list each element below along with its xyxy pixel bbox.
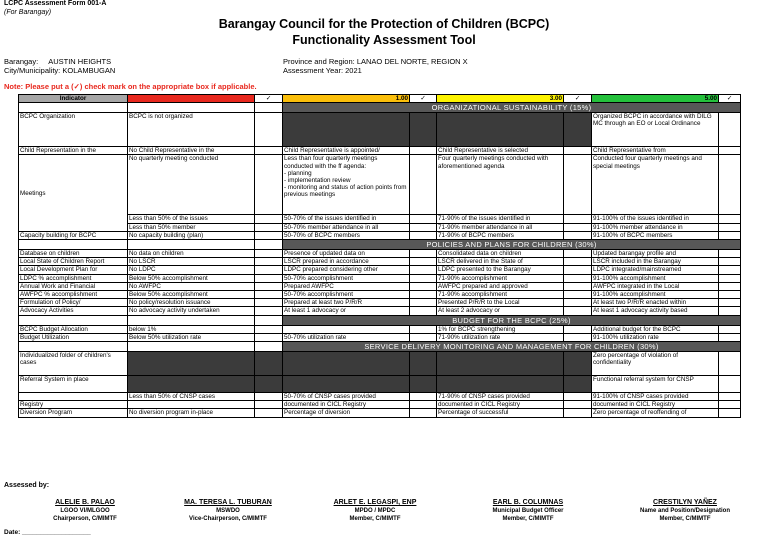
check-box[interactable] [564, 155, 592, 215]
criteria-cell: documented in CICL Registry [592, 401, 719, 409]
check-box[interactable] [719, 223, 741, 231]
check-box[interactable] [719, 266, 741, 274]
check-box[interactable] [719, 113, 741, 147]
check-box[interactable] [255, 401, 283, 409]
indicator-cell: Budget Utilization [19, 333, 128, 341]
header-row [19, 95, 741, 103]
criteria-cell: LDPC prepared considering other [283, 266, 410, 274]
year-label: Assessment Year: [283, 66, 344, 75]
check-box[interactable] [564, 250, 592, 258]
criteria-cell: 91-100% member attendance in [592, 223, 719, 231]
signatory-name: ARLET E. LEGASPI, ENP [333, 499, 417, 506]
check-box[interactable] [255, 250, 283, 258]
check-box[interactable] [719, 307, 741, 315]
criteria-cell: 71-90% of the issues identified in [437, 215, 564, 223]
check-box[interactable] [719, 333, 741, 341]
check-box[interactable] [410, 291, 437, 299]
criteria-cell: Zero percentage of violation of confidentiality [592, 352, 719, 376]
level-3-header: 3.00 [437, 95, 564, 103]
policies-rows [19, 250, 741, 316]
criteria-cell: Percentage of diversion [283, 409, 410, 417]
page-subtitle: Functionality Assessment Tool [292, 33, 476, 47]
indicator-cell: Child Representation in the [19, 147, 128, 155]
table-row [19, 274, 741, 282]
table-row [19, 409, 741, 417]
check-box[interactable] [410, 266, 437, 274]
criteria-cell: 91-100% of CNSP cases provided [592, 393, 719, 401]
section-row [19, 342, 741, 352]
criteria-cell: documented in CICL Registry [437, 401, 564, 409]
check-box[interactable] [564, 258, 592, 266]
indicator-cell: Capacity building for BCPC [19, 231, 128, 239]
barangay-label: Barangay: [4, 57, 39, 66]
criteria-cell: 91-100% of BCPC members [592, 231, 719, 239]
check-box[interactable] [410, 231, 437, 239]
criteria-cell: 91-100% utilization rate [592, 333, 719, 341]
criteria-cell: Less than 50% member [128, 223, 255, 231]
check-box[interactable] [255, 215, 283, 223]
criteria-cell: 71-90% utilization rate [437, 333, 564, 341]
criteria-cell: 71-90% of CNSP cases provided [437, 393, 564, 401]
check-box[interactable] [410, 299, 437, 307]
assessment-table [18, 94, 741, 418]
signatory-block [158, 499, 298, 523]
barangay-line [4, 57, 111, 66]
form-code: LCPC Assessment Form 001-A [4, 0, 107, 7]
table-row [19, 307, 741, 315]
check-box[interactable] [719, 409, 741, 417]
indicator-cell: Diversion Program [19, 409, 128, 417]
indicator-cell: Meetings [19, 155, 128, 231]
level-5-header: 5.00 [592, 95, 719, 103]
check-box[interactable] [719, 147, 741, 155]
criteria-cell: LDPC integrated/mainstreamed [592, 266, 719, 274]
check-box[interactable] [410, 250, 437, 258]
city-label: City/Municipality: [4, 66, 61, 75]
indicator-cell: Local Development Plan for [19, 266, 128, 274]
criteria-cell: BCPC is not organized [128, 113, 255, 147]
indicator-cell: Registry [19, 401, 128, 409]
check-box[interactable] [719, 291, 741, 299]
criteria-cell: 71-90% accomplishment [437, 291, 564, 299]
check-box[interactable] [255, 307, 283, 315]
check-box[interactable] [410, 215, 437, 223]
year-value: 2021 [345, 66, 362, 75]
check-box[interactable] [719, 231, 741, 239]
check-box[interactable] [719, 282, 741, 290]
signatory-block [610, 499, 760, 523]
signatory-role: Vice-Chairperson, C/MIMTF [189, 516, 267, 522]
table-row [19, 299, 741, 307]
criteria-cell: Below 50% accomplishment [128, 274, 255, 282]
check-box[interactable] [255, 325, 283, 333]
table-row [19, 215, 741, 223]
check-box[interactable] [410, 155, 437, 215]
criteria-cell: No AWFPC [128, 282, 255, 290]
criteria-cell: No LSCR [128, 258, 255, 266]
check-box[interactable] [410, 147, 437, 155]
province-label: Province and Region: [283, 57, 355, 66]
check-box[interactable] [255, 282, 283, 290]
criteria-cell: Zero percentage of reoffending of [592, 409, 719, 417]
check-header-3: ✓ [564, 95, 592, 103]
check-header-1: ✓ [410, 95, 437, 103]
check-box[interactable] [719, 274, 741, 282]
section-title: POLICIES AND PLANS FOR CHILDREN (30%) [283, 240, 741, 250]
criteria-cell: No advocacy activity undertaken [128, 307, 255, 315]
check-box[interactable] [255, 258, 283, 266]
indicator-cell: AWFPC % accomplishment [19, 291, 128, 299]
check-box[interactable] [719, 325, 741, 333]
signatory-block [305, 499, 445, 523]
date-field[interactable]: Date: ___________________ [4, 529, 91, 536]
indicator-cell: Database on children [19, 250, 128, 258]
criteria-cell: 71-90% member attendance in all [437, 223, 564, 231]
criteria-cell: 50-70% of BCPC members [283, 231, 410, 239]
check-box[interactable] [410, 393, 437, 401]
check-header-5: ✓ [719, 95, 741, 103]
criteria-cell: Less than 50% of the issues [128, 215, 255, 223]
criteria-cell: 50-70% accomplishment [283, 291, 410, 299]
criteria-cell: LSCR delivered in the State of [437, 258, 564, 266]
table-row [19, 282, 741, 290]
criteria-cell: below 1% [128, 325, 255, 333]
criteria-cell: Functional referral system for CNSP [592, 376, 719, 393]
check-box[interactable] [564, 282, 592, 290]
check-box[interactable] [719, 299, 741, 307]
section-title: BUDGET FOR THE BCPC (25%) [283, 315, 741, 325]
check-box[interactable] [564, 409, 592, 417]
criteria-cell: Child Representative from [592, 147, 719, 155]
city-value: KOLAMBUGAN [62, 66, 116, 75]
criteria-cell: No LDPC [128, 266, 255, 274]
criteria-cell: Below 50% accomplishment [128, 291, 255, 299]
criteria-cell: Presented P/R/R to the Local [437, 299, 564, 307]
table-row [19, 266, 741, 274]
barangay-value: AUSTIN HEIGHTS [48, 57, 112, 66]
check-box[interactable] [410, 333, 437, 341]
check-box[interactable] [255, 333, 283, 341]
table-row [19, 401, 741, 409]
signatory-name: EARL B. COLUMNAS [492, 499, 564, 506]
criteria-cell: At least 1 advocacy or [283, 307, 410, 315]
table-row [19, 231, 741, 239]
criteria-cell: Updated barangay profile and [592, 250, 719, 258]
check-box[interactable] [719, 393, 741, 401]
check-box[interactable] [255, 291, 283, 299]
check-box[interactable] [410, 401, 437, 409]
table-row [19, 258, 741, 266]
criteria-cell: 50-70% accomplishment [283, 274, 410, 282]
criteria-cell: LDPC presented to the Barangay [437, 266, 564, 274]
criteria-cell: No capacity building (plan) [128, 231, 255, 239]
province-line [283, 57, 468, 66]
budget-rows [19, 325, 741, 341]
check-box[interactable] [255, 299, 283, 307]
indicator-cell: Advocacy Activities [19, 307, 128, 315]
table-row [19, 325, 741, 333]
check-box[interactable] [719, 376, 741, 393]
signatory-position: Name and Position/Designation [639, 508, 730, 514]
section-title: SERVICE DELIVERY MONITORING AND MANAGEMENT FOR CHILDREN (30%) [283, 342, 741, 352]
table-row [19, 291, 741, 299]
indicator-cell: Local State of Children Report [19, 258, 128, 266]
criteria-cell: Child Representative is selected [437, 147, 564, 155]
criteria-cell: Organized BCPC in accordance with DILG MC through an EO or Local Ordinance [592, 113, 719, 147]
check-box[interactable] [564, 291, 592, 299]
criteria-cell: 50-70% utilization rate [283, 333, 410, 341]
check-box[interactable] [255, 223, 283, 231]
criteria-cell: 50-70% of the issues identified in [283, 215, 410, 223]
criteria-cell: 1% for BCPC strengthening [437, 325, 564, 333]
form-audience: (For Barangay) [4, 9, 52, 16]
level-1-header: 1.00 [283, 95, 410, 103]
check-box[interactable] [719, 401, 741, 409]
table-row [19, 393, 741, 401]
indicator-header: Indicator [19, 95, 128, 103]
criteria-cell: Conducted four quarterly meetings and special meetings [592, 155, 719, 215]
check-box[interactable] [410, 223, 437, 231]
criteria-cell: AWFPC prepared and approved [437, 282, 564, 290]
criteria-cell: Prepared AWFPC [283, 282, 410, 290]
check-box[interactable] [564, 147, 592, 155]
check-box[interactable] [410, 274, 437, 282]
check-box[interactable] [410, 409, 437, 417]
criteria-cell: At least two P/R/R enacted within [592, 299, 719, 307]
criteria-cell: No Child Representative in the [128, 147, 255, 155]
criteria-cell: 50-70% of CNSP cases provided [283, 393, 410, 401]
check-box[interactable] [719, 258, 741, 266]
check-box[interactable] [255, 155, 283, 215]
section-row [19, 103, 741, 113]
check-box[interactable] [410, 325, 437, 333]
level-0-header [128, 95, 255, 103]
criteria-cell: 91-100% of the issues identified in [592, 215, 719, 223]
page-title: Barangay Council for the Protection of Children (BCPC) [218, 17, 550, 31]
criteria-cell: Consolidated data on children [437, 250, 564, 258]
criteria-cell: Less than four quarterly meetings conducted with the ff agenda: - planning - implementation review - monitoring and status of action points from previous meetings [283, 155, 410, 215]
check-box[interactable] [410, 307, 437, 315]
check-box[interactable] [255, 147, 283, 155]
signatory-role: Member, C/MIMTF [659, 516, 711, 522]
check-box[interactable] [255, 266, 283, 274]
check-box[interactable] [255, 113, 283, 147]
table-row [19, 147, 741, 155]
criteria-cell: Four quarterly meetings conducted with aforementioned agenda [437, 155, 564, 215]
check-box[interactable] [564, 325, 592, 333]
signatory-name: CRESTILYN YAÑEZ [653, 499, 717, 506]
criteria-cell: At least 2 advocacy or [437, 307, 564, 315]
criteria-cell: 71-90% of BCPC members [437, 231, 564, 239]
indicator-cell: Formulation of Policy/ [19, 299, 128, 307]
signatory-block [20, 499, 150, 523]
criteria-cell: Additional budget for the BCPC [592, 325, 719, 333]
check-box[interactable] [719, 250, 741, 258]
signatory-name: MA. TERESA L. TUBURAN [184, 499, 272, 506]
check-header-0: ✓ [255, 95, 283, 103]
criteria-cell: Less than 50% of CNSP cases [128, 393, 255, 401]
signatory-role: Chairperson, C/MIMTF [53, 516, 117, 522]
check-box[interactable] [564, 333, 592, 341]
check-box[interactable] [564, 223, 592, 231]
signatory-name: ALELIE B. PALAO [55, 499, 115, 506]
signatory-position: MSWDO [216, 508, 240, 514]
assessed-by-label: Assessed by: [4, 482, 50, 489]
criteria-cell: Below 50% utilization rate [128, 333, 255, 341]
criteria-cell [283, 325, 410, 333]
section-row [19, 240, 741, 250]
table-row [19, 333, 741, 341]
indicator-cell: Referral System in place [19, 376, 128, 393]
check-box[interactable] [564, 401, 592, 409]
check-box[interactable] [255, 393, 283, 401]
check-box[interactable] [564, 307, 592, 315]
check-box[interactable] [255, 274, 283, 282]
check-box[interactable] [719, 352, 741, 376]
criteria-cell: LSCR included in the Barangay [592, 258, 719, 266]
check-box[interactable] [719, 155, 741, 215]
table-row [19, 113, 741, 147]
indicator-cell: Annual Work and Financial [19, 282, 128, 290]
check-box[interactable] [564, 299, 592, 307]
criteria-cell: 50-70% member attendance in all [283, 223, 410, 231]
check-box[interactable] [564, 266, 592, 274]
criteria-cell: Percentage of successful [437, 409, 564, 417]
criteria-cell: 91-100% accomplishment [592, 291, 719, 299]
check-box[interactable] [255, 231, 283, 239]
check-box[interactable] [719, 215, 741, 223]
criteria-cell: At least 1 advocacy activity based [592, 307, 719, 315]
check-box[interactable] [564, 231, 592, 239]
criteria-cell: No quarterly meeting conducted [128, 155, 255, 215]
indicator-cell: BCPC Organization [19, 113, 128, 147]
table-row [19, 250, 741, 258]
check-box[interactable] [255, 409, 283, 417]
table-row [19, 223, 741, 231]
signatory-role: Member, C/MIMTF [502, 516, 554, 522]
indicator-cell: BCPC Budget Allocation [19, 325, 128, 333]
instruction-note: Note: Please put a (✓) check mark on the appropriate box if applicable. [4, 82, 257, 91]
check-box[interactable] [564, 274, 592, 282]
signatory-role: Member, C/MIMTF [349, 516, 401, 522]
indicator-cell: Individualized folder of children's cases [19, 352, 128, 376]
criteria-cell: Presence of updated data on [283, 250, 410, 258]
check-box[interactable] [410, 258, 437, 266]
indicator-cell: LDPC % accomplishment [19, 274, 128, 282]
city-line [4, 66, 115, 75]
table-row [19, 155, 741, 215]
table-row [19, 352, 741, 376]
criteria-cell: No policy/resolution issuance [128, 299, 255, 307]
criteria-cell: No diversion program in-place [128, 409, 255, 417]
check-box[interactable] [564, 393, 592, 401]
signatory-position: LGOO VI/MLGOO [60, 508, 110, 514]
check-box[interactable] [410, 282, 437, 290]
check-box[interactable] [564, 215, 592, 223]
signatory-position: MPDO / MPDC [354, 508, 396, 514]
criteria-cell: No data on children [128, 250, 255, 258]
signatory-block [458, 499, 598, 523]
signatory-position: Municipal Budget Officer [492, 508, 564, 514]
criteria-cell: documented in CICL Registry [283, 401, 410, 409]
criteria-cell: Child Representative is appointed/ [283, 147, 410, 155]
province-value: LANAO DEL NORTE, REGION X [356, 57, 468, 66]
criteria-cell: AWFPC integrated in the Local [592, 282, 719, 290]
section-title: ORGANIZATIONAL SUSTAINABILITY (15%) [283, 103, 741, 113]
criteria-cell: Prepared at least two P/R/R [283, 299, 410, 307]
criteria-cell: 71-90% accomplishment [437, 274, 564, 282]
table-row [19, 376, 741, 393]
criteria-cell: 91-100% accomplishment [592, 274, 719, 282]
section-row [19, 315, 741, 325]
criteria-cell: LSCR prepared in accordance [283, 258, 410, 266]
year-line [283, 66, 362, 75]
